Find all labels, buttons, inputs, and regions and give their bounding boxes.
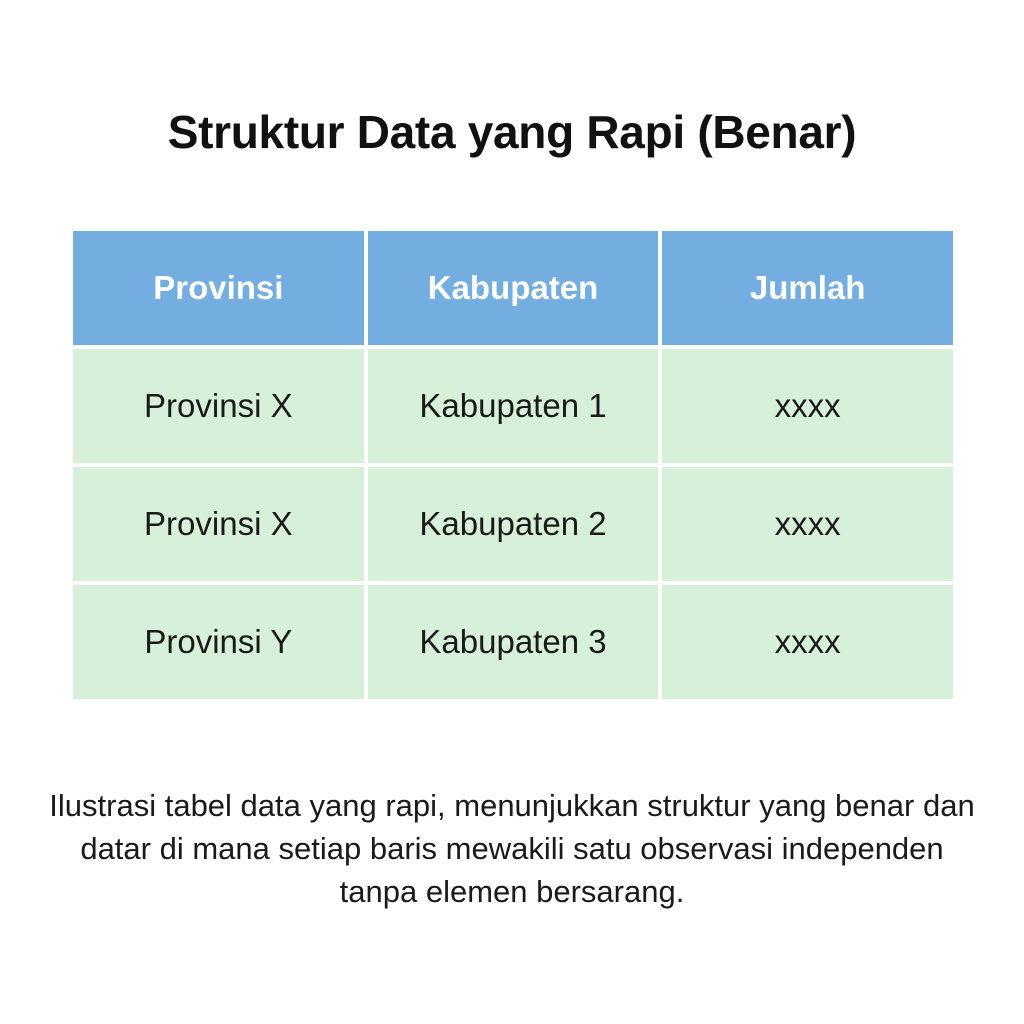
table-row xyxy=(73,467,953,581)
table-header xyxy=(73,231,953,345)
header-cell-provinsi: Provinsi xyxy=(73,231,364,345)
table-row xyxy=(73,585,953,699)
cell-jumlah: xxxx xyxy=(662,585,953,699)
cell-kabupaten: Kabupaten 1 xyxy=(368,349,659,463)
cell-kabupaten: Kabupaten 2 xyxy=(368,467,659,581)
cell-provinsi: Provinsi Y xyxy=(73,585,364,699)
table-body xyxy=(73,349,953,699)
table-row xyxy=(73,349,953,463)
tidy-data-table xyxy=(69,227,957,703)
cell-jumlah: xxxx xyxy=(662,349,953,463)
header-cell-jumlah: Jumlah xyxy=(662,231,953,345)
header-cell-kabupaten: Kabupaten xyxy=(368,231,659,345)
cell-kabupaten: Kabupaten 3 xyxy=(368,585,659,699)
cell-provinsi: Provinsi X xyxy=(73,467,364,581)
cell-jumlah: xxxx xyxy=(662,467,953,581)
header-row xyxy=(73,231,953,345)
diagram-title: Struktur Data yang Rapi (Benar) xyxy=(167,106,857,158)
diagram-caption: Ilustrasi tabel data yang rapi, menunjukkan struktur yang benar dan datar di mana setiap baris mewakili satu observasi independen tanpa elemen bersarang. xyxy=(49,788,975,909)
cell-provinsi: Provinsi X xyxy=(73,349,364,463)
